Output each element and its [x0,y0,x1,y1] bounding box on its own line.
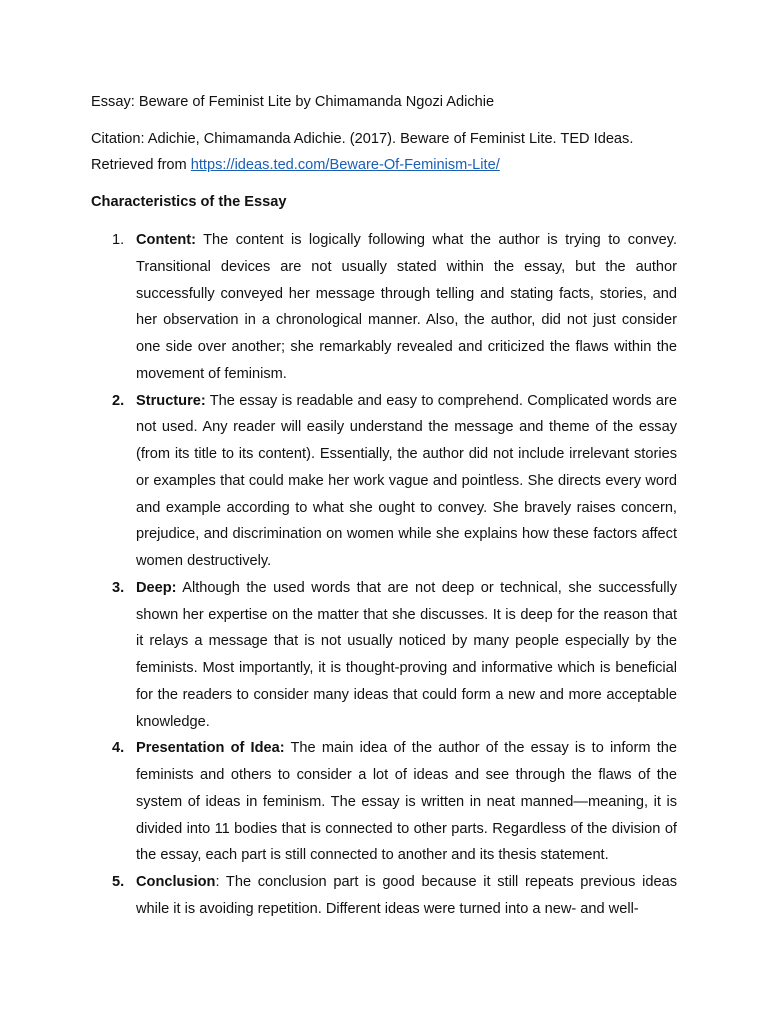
source-link[interactable]: https://ideas.ted.com/Beware-Of-Feminism-Lite/ [190,157,500,173]
item-lead: Structure: [136,392,206,409]
retrieved-line [91,156,500,174]
retrieved-prefix: Retrieved from [91,157,191,173]
item-text: Although the used words that are not deep or technical, she successfully shown her expertise on the matter that she discusses. It is deep for the reason that it relays a message that is not usually noticed by many people especially by the feminists. Most importantly, it is thought-proving and informative which is beneficial for the readers to consider many ideas that could form a new and more acceptable knowledge. [136,579,677,730]
item-number: 1. [112,232,125,248]
characteristics-list [112,227,677,923]
item-lead: Deep: [136,579,177,596]
list-item [112,869,677,923]
item-text: The essay is readable and easy to comprehend. Complicated words are not used. Any reader will easily understand the message and theme of the essay (from its title to its content). Essentially, the author did not include irrelevant stories or examples that could make her work vague and pointless. She directs every word and example according to what she ought to convey. She bravely raises concern, prejudice, and discrimination on women while she explains how these factors affect women destructively. [136,392,677,569]
citation-line: Citation: Adichie, Chimamanda Adichie. (2017). Beware of Feminist Lite. TED Ideas. [91,131,634,147]
item-number: 2. [112,392,125,409]
item-lead: Conclusion [136,874,216,890]
item-text: : The conclusion part is good because it still repeats previous ideas while it is avoiding repetition. Different ideas were turned into a new- and well- [136,874,677,917]
item-text: The content is logically following what the author is trying to convey. Transitional devices are not usually stated within the essay, but the author successfully conveyed her message through telling and stating facts, stories, and her observation in a chronological manner. Also, the author, did not just consider one side over another; she remarkably revealed and criticized the flaws within the movement of feminism. [136,232,677,382]
item-number: 4. [112,740,125,757]
item-number: 3. [112,579,125,596]
essay-title: Essay: Beware of Feminist Lite by Chimamanda Ngozi Adichie [91,94,495,110]
item-lead: Presentation of Idea: [136,740,285,757]
item-lead: Content: [136,232,196,248]
list-item [112,575,677,736]
item-text: The main idea of the author of the essay is to inform the feminists and others to consider a lot of ideas and see through the flaws of the system of ideas in feminism. The essay is written in neat manned—meaning, it is divided into 11 bodies that is connected to other parts. Regardless of the division of the essay, each part is still connected to another and its thesis statement. [136,740,677,864]
item-number: 5. [112,874,125,890]
list-item [112,227,677,388]
list-item [112,735,677,869]
list-item [112,388,677,575]
section-heading: Characteristics of the Essay [91,194,287,210]
